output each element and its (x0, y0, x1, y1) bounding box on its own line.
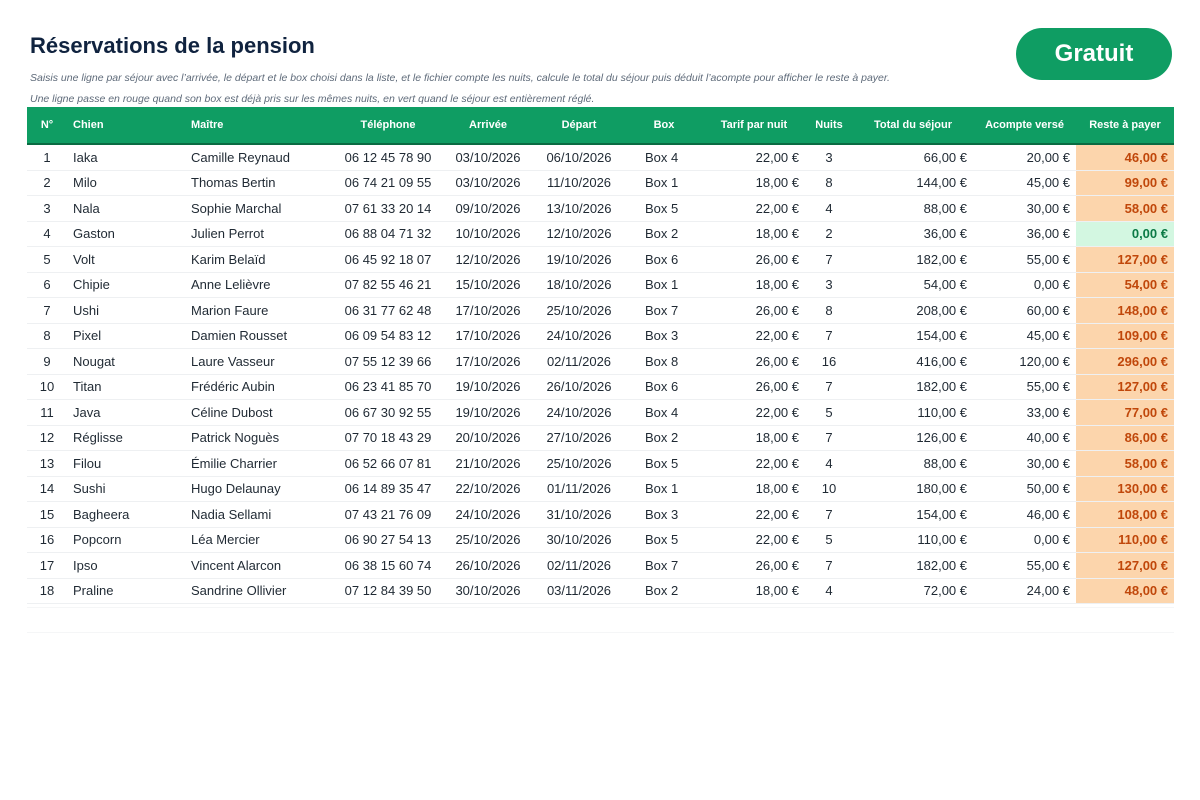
acompte-cell[interactable]: 40,00 € (973, 425, 1076, 451)
tarif-cell[interactable]: 22,00 € (703, 144, 805, 170)
reste-cell[interactable]: 109,00 € (1076, 323, 1174, 349)
table-row (27, 374, 1174, 400)
numero-cell[interactable]: 3 (27, 196, 67, 222)
empty-row-divider (27, 607, 1174, 608)
depart-cell[interactable]: 31/10/2026 (533, 502, 625, 528)
numero-cell[interactable]: 18 (27, 578, 67, 604)
tarif-cell[interactable]: 18,00 € (703, 221, 805, 247)
table-row (27, 527, 1174, 553)
total-cell[interactable]: 144,00 € (853, 170, 973, 196)
total-cell[interactable]: 88,00 € (853, 196, 973, 222)
box-cell[interactable]: Box 3 (625, 502, 703, 528)
acompte-cell[interactable]: 0,00 € (973, 272, 1076, 298)
depart-cell[interactable]: 25/10/2026 (533, 451, 625, 477)
arrivee-cell[interactable]: 03/10/2026 (443, 170, 533, 196)
tarif-cell[interactable]: 22,00 € (703, 323, 805, 349)
total-cell[interactable]: 154,00 € (853, 323, 973, 349)
maitre-cell[interactable]: Damien Rousset (185, 323, 333, 349)
chien-cell[interactable]: Bagheera (67, 502, 185, 528)
numero-cell[interactable]: 12 (27, 425, 67, 451)
box-cell[interactable]: Box 7 (625, 298, 703, 324)
depart-cell[interactable]: 03/11/2026 (533, 578, 625, 604)
reste-cell[interactable]: 127,00 € (1076, 374, 1174, 400)
maitre-cell[interactable]: Émilie Charrier (185, 451, 333, 477)
box-cell[interactable]: Box 7 (625, 553, 703, 579)
depart-cell[interactable]: 11/10/2026 (533, 170, 625, 196)
maitre-cell[interactable]: Vincent Alarcon (185, 553, 333, 579)
arrivee-cell[interactable]: 10/10/2026 (443, 221, 533, 247)
total-cell[interactable]: 110,00 € (853, 400, 973, 426)
maitre-cell[interactable]: Anne Lelièvre (185, 272, 333, 298)
numero-cell[interactable]: 6 (27, 272, 67, 298)
reste-cell[interactable]: 48,00 € (1076, 578, 1174, 604)
depart-cell[interactable]: 25/10/2026 (533, 298, 625, 324)
table-row (27, 502, 1174, 528)
maitre-cell[interactable]: Céline Dubost (185, 400, 333, 426)
arrivee-cell[interactable]: 19/10/2026 (443, 374, 533, 400)
box-cell[interactable]: Box 4 (625, 144, 703, 170)
depart-cell[interactable]: 18/10/2026 (533, 272, 625, 298)
telephone-cell[interactable]: 06 31 77 62 48 (333, 298, 443, 324)
depart-cell[interactable]: 02/11/2026 (533, 553, 625, 579)
reste-cell[interactable]: 86,00 € (1076, 425, 1174, 451)
chien-cell[interactable]: Java (67, 400, 185, 426)
box-cell[interactable]: Box 8 (625, 349, 703, 375)
reservations-table (27, 107, 1174, 604)
column-header-reste[interactable]: Reste à payer (1076, 107, 1174, 144)
numero-cell[interactable]: 2 (27, 170, 67, 196)
box-cell[interactable]: Box 1 (625, 272, 703, 298)
reste-cell[interactable]: 130,00 € (1076, 476, 1174, 502)
box-cell[interactable]: Box 5 (625, 527, 703, 553)
reste-cell[interactable]: 58,00 € (1076, 196, 1174, 222)
reste-cell[interactable]: 54,00 € (1076, 272, 1174, 298)
chien-cell[interactable]: Nougat (67, 349, 185, 375)
table-row (27, 298, 1174, 324)
table-row (27, 476, 1174, 502)
depart-cell[interactable]: 12/10/2026 (533, 221, 625, 247)
acompte-cell[interactable]: 30,00 € (973, 196, 1076, 222)
numero-cell[interactable]: 5 (27, 247, 67, 273)
column-header-chien[interactable]: Chien (67, 107, 185, 144)
total-cell[interactable]: 416,00 € (853, 349, 973, 375)
telephone-cell[interactable]: 06 12 45 78 90 (333, 144, 443, 170)
acompte-cell[interactable]: 30,00 € (973, 451, 1076, 477)
maitre-cell[interactable]: Laure Vasseur (185, 349, 333, 375)
telephone-cell[interactable]: 07 12 84 39 50 (333, 578, 443, 604)
acompte-cell[interactable]: 36,00 € (973, 221, 1076, 247)
telephone-cell[interactable]: 06 45 92 18 07 (333, 247, 443, 273)
chien-cell[interactable]: Pixel (67, 323, 185, 349)
chien-cell[interactable]: Sushi (67, 476, 185, 502)
nuits-cell[interactable]: 7 (805, 553, 853, 579)
arrivee-cell[interactable]: 17/10/2026 (443, 298, 533, 324)
column-header-telephone[interactable]: Téléphone (333, 107, 443, 144)
nuits-cell[interactable]: 16 (805, 349, 853, 375)
reste-cell[interactable]: 110,00 € (1076, 527, 1174, 553)
tarif-cell[interactable]: 26,00 € (703, 553, 805, 579)
telephone-cell[interactable]: 06 88 04 71 32 (333, 221, 443, 247)
arrivee-cell[interactable]: 03/10/2026 (443, 144, 533, 170)
tarif-cell[interactable]: 18,00 € (703, 272, 805, 298)
numero-cell[interactable]: 1 (27, 144, 67, 170)
total-cell[interactable]: 110,00 € (853, 527, 973, 553)
depart-cell[interactable]: 24/10/2026 (533, 323, 625, 349)
nuits-cell[interactable]: 3 (805, 272, 853, 298)
nuits-cell[interactable]: 7 (805, 247, 853, 273)
telephone-cell[interactable]: 06 52 66 07 81 (333, 451, 443, 477)
instructions-text: Saisis une ligne par séjour avec l’arrivée, le départ et le box choisi dans la liste, et le fichier compte les nuits, calcule le total du séjour puis déduit l’acompte pour afficher le reste à payer. (30, 72, 890, 84)
telephone-cell[interactable]: 06 90 27 54 13 (333, 527, 443, 553)
column-header-nuits[interactable]: Nuits (805, 107, 853, 144)
gratuit-badge-button[interactable]: Gratuit (1016, 28, 1172, 80)
numero-cell[interactable]: 9 (27, 349, 67, 375)
nuits-cell[interactable]: 8 (805, 170, 853, 196)
total-cell[interactable]: 54,00 € (853, 272, 973, 298)
column-header-tarif[interactable]: Tarif par nuit (703, 107, 805, 144)
table-row (27, 553, 1174, 579)
acompte-cell[interactable]: 50,00 € (973, 476, 1076, 502)
tarif-cell[interactable]: 18,00 € (703, 578, 805, 604)
box-cell[interactable]: Box 5 (625, 196, 703, 222)
acompte-cell[interactable]: 55,00 € (973, 374, 1076, 400)
nuits-cell[interactable]: 2 (805, 221, 853, 247)
maitre-cell[interactable]: Julien Perrot (185, 221, 333, 247)
tarif-cell[interactable]: 22,00 € (703, 400, 805, 426)
table-row (27, 170, 1174, 196)
table-row (27, 196, 1174, 222)
box-cell[interactable]: Box 5 (625, 451, 703, 477)
numero-cell[interactable]: 13 (27, 451, 67, 477)
reste-cell[interactable]: 148,00 € (1076, 298, 1174, 324)
arrivee-cell[interactable]: 21/10/2026 (443, 451, 533, 477)
chien-cell[interactable]: Titan (67, 374, 185, 400)
table-header-row (27, 107, 1174, 144)
chien-cell[interactable]: Ushi (67, 298, 185, 324)
acompte-cell[interactable]: 20,00 € (973, 144, 1076, 170)
table-row (27, 221, 1174, 247)
maitre-cell[interactable]: Frédéric Aubin (185, 374, 333, 400)
chien-cell[interactable]: Ipso (67, 553, 185, 579)
table-row (27, 323, 1174, 349)
acompte-cell[interactable]: 24,00 € (973, 578, 1076, 604)
arrivee-cell[interactable]: 22/10/2026 (443, 476, 533, 502)
column-header-numero[interactable]: N° (27, 107, 67, 144)
table-row (27, 349, 1174, 375)
maitre-cell[interactable]: Patrick Noguès (185, 425, 333, 451)
acompte-cell[interactable]: 46,00 € (973, 502, 1076, 528)
maitre-cell[interactable]: Camille Reynaud (185, 144, 333, 170)
telephone-cell[interactable]: 07 61 33 20 14 (333, 196, 443, 222)
chien-cell[interactable]: Filou (67, 451, 185, 477)
chien-cell[interactable]: Réglisse (67, 425, 185, 451)
box-cell[interactable]: Box 1 (625, 170, 703, 196)
reste-cell[interactable]: 77,00 € (1076, 400, 1174, 426)
tarif-cell[interactable]: 26,00 € (703, 298, 805, 324)
arrivee-cell[interactable]: 24/10/2026 (443, 502, 533, 528)
column-header-box[interactable]: Box (625, 107, 703, 144)
tarif-cell[interactable]: 22,00 € (703, 527, 805, 553)
tarif-cell[interactable]: 26,00 € (703, 374, 805, 400)
nuits-cell[interactable]: 3 (805, 144, 853, 170)
chien-cell[interactable]: Chipie (67, 272, 185, 298)
total-cell[interactable]: 66,00 € (853, 144, 973, 170)
total-cell[interactable]: 208,00 € (853, 298, 973, 324)
nuits-cell[interactable]: 4 (805, 451, 853, 477)
color-legend-text: Une ligne passe en rouge quand son box est déjà pris sur les mêmes nuits, en vert quand le séjour est entièrement réglé. (30, 93, 595, 105)
tarif-cell[interactable]: 18,00 € (703, 170, 805, 196)
nuits-cell[interactable]: 7 (805, 323, 853, 349)
table-row (27, 451, 1174, 477)
acompte-cell[interactable]: 120,00 € (973, 349, 1076, 375)
arrivee-cell[interactable]: 19/10/2026 (443, 400, 533, 426)
box-cell[interactable]: Box 6 (625, 374, 703, 400)
telephone-cell[interactable]: 07 43 21 76 09 (333, 502, 443, 528)
total-cell[interactable]: 180,00 € (853, 476, 973, 502)
total-cell[interactable]: 72,00 € (853, 578, 973, 604)
reste-cell[interactable]: 296,00 € (1076, 349, 1174, 375)
tarif-cell[interactable]: 18,00 € (703, 425, 805, 451)
tarif-cell[interactable]: 22,00 € (703, 196, 805, 222)
table-row (27, 247, 1174, 273)
chien-cell[interactable]: Iaka (67, 144, 185, 170)
total-cell[interactable]: 36,00 € (853, 221, 973, 247)
arrivee-cell[interactable]: 12/10/2026 (443, 247, 533, 273)
box-cell[interactable]: Box 3 (625, 323, 703, 349)
maitre-cell[interactable]: Léa Mercier (185, 527, 333, 553)
maitre-cell[interactable]: Sandrine Ollivier (185, 578, 333, 604)
nuits-cell[interactable]: 4 (805, 196, 853, 222)
maitre-cell[interactable]: Marion Faure (185, 298, 333, 324)
total-cell[interactable]: 126,00 € (853, 425, 973, 451)
reste-cell[interactable]: 46,00 € (1076, 144, 1174, 170)
page-title: Réservations de la pension (30, 33, 315, 58)
nuits-cell[interactable]: 8 (805, 298, 853, 324)
total-cell[interactable]: 182,00 € (853, 374, 973, 400)
nuits-cell[interactable]: 7 (805, 425, 853, 451)
chien-cell[interactable]: Gaston (67, 221, 185, 247)
box-cell[interactable]: Box 4 (625, 400, 703, 426)
numero-cell[interactable]: 17 (27, 553, 67, 579)
box-cell[interactable]: Box 6 (625, 247, 703, 273)
depart-cell[interactable]: 30/10/2026 (533, 527, 625, 553)
depart-cell[interactable]: 02/11/2026 (533, 349, 625, 375)
tarif-cell[interactable]: 26,00 € (703, 247, 805, 273)
depart-cell[interactable]: 01/11/2026 (533, 476, 625, 502)
nuits-cell[interactable]: 5 (805, 527, 853, 553)
tarif-cell[interactable]: 22,00 € (703, 502, 805, 528)
reste-cell[interactable]: 108,00 € (1076, 502, 1174, 528)
total-cell[interactable]: 154,00 € (853, 502, 973, 528)
total-cell[interactable]: 182,00 € (853, 553, 973, 579)
numero-cell[interactable]: 16 (27, 527, 67, 553)
telephone-cell[interactable]: 06 38 15 60 74 (333, 553, 443, 579)
numero-cell[interactable]: 4 (27, 221, 67, 247)
arrivee-cell[interactable]: 09/10/2026 (443, 196, 533, 222)
maitre-cell[interactable]: Nadia Sellami (185, 502, 333, 528)
numero-cell[interactable]: 8 (27, 323, 67, 349)
depart-cell[interactable]: 24/10/2026 (533, 400, 625, 426)
numero-cell[interactable]: 11 (27, 400, 67, 426)
nuits-cell[interactable]: 10 (805, 476, 853, 502)
column-header-depart[interactable]: Départ (533, 107, 625, 144)
table-row (27, 272, 1174, 298)
table-row (27, 425, 1174, 451)
chien-cell[interactable]: Praline (67, 578, 185, 604)
box-cell[interactable]: Box 2 (625, 425, 703, 451)
arrivee-cell[interactable]: 17/10/2026 (443, 349, 533, 375)
depart-cell[interactable]: 27/10/2026 (533, 425, 625, 451)
table-row (27, 144, 1174, 170)
maitre-cell[interactable]: Hugo Delaunay (185, 476, 333, 502)
chien-cell[interactable]: Popcorn (67, 527, 185, 553)
telephone-cell[interactable]: 06 67 30 92 55 (333, 400, 443, 426)
maitre-cell[interactable]: Sophie Marchal (185, 196, 333, 222)
numero-cell[interactable]: 10 (27, 374, 67, 400)
depart-cell[interactable]: 06/10/2026 (533, 144, 625, 170)
numero-cell[interactable]: 15 (27, 502, 67, 528)
numero-cell[interactable]: 14 (27, 476, 67, 502)
arrivee-cell[interactable]: 15/10/2026 (443, 272, 533, 298)
total-cell[interactable]: 88,00 € (853, 451, 973, 477)
acompte-cell[interactable]: 60,00 € (973, 298, 1076, 324)
depart-cell[interactable]: 26/10/2026 (533, 374, 625, 400)
arrivee-cell[interactable]: 17/10/2026 (443, 323, 533, 349)
tarif-cell[interactable]: 22,00 € (703, 451, 805, 477)
box-cell[interactable]: Box 1 (625, 476, 703, 502)
arrivee-cell[interactable]: 30/10/2026 (443, 578, 533, 604)
reste-cell[interactable]: 58,00 € (1076, 451, 1174, 477)
reste-cell[interactable]: 0,00 € (1076, 221, 1174, 247)
reste-cell[interactable]: 99,00 € (1076, 170, 1174, 196)
reste-cell[interactable]: 127,00 € (1076, 247, 1174, 273)
nuits-cell[interactable]: 7 (805, 374, 853, 400)
table-row (27, 578, 1174, 604)
column-header-maitre[interactable]: Maître (185, 107, 333, 144)
chien-cell[interactable]: Volt (67, 247, 185, 273)
acompte-cell[interactable]: 55,00 € (973, 553, 1076, 579)
chien-cell[interactable]: Nala (67, 196, 185, 222)
acompte-cell[interactable]: 33,00 € (973, 400, 1076, 426)
table-row (27, 400, 1174, 426)
nuits-cell[interactable]: 5 (805, 400, 853, 426)
maitre-cell[interactable]: Karim Belaïd (185, 247, 333, 273)
empty-row-divider (27, 632, 1174, 633)
acompte-cell[interactable]: 55,00 € (973, 247, 1076, 273)
numero-cell[interactable]: 7 (27, 298, 67, 324)
column-header-acompte[interactable]: Acompte versé (973, 107, 1076, 144)
telephone-cell[interactable]: 07 82 55 46 21 (333, 272, 443, 298)
depart-cell[interactable]: 13/10/2026 (533, 196, 625, 222)
depart-cell[interactable]: 19/10/2026 (533, 247, 625, 273)
telephone-cell[interactable]: 06 14 89 35 47 (333, 476, 443, 502)
tarif-cell[interactable]: 18,00 € (703, 476, 805, 502)
arrivee-cell[interactable]: 26/10/2026 (443, 553, 533, 579)
column-header-arrivee[interactable]: Arrivée (443, 107, 533, 144)
nuits-cell[interactable]: 4 (805, 578, 853, 604)
arrivee-cell[interactable]: 20/10/2026 (443, 425, 533, 451)
reste-cell[interactable]: 127,00 € (1076, 553, 1174, 579)
maitre-cell[interactable]: Thomas Bertin (185, 170, 333, 196)
telephone-cell[interactable]: 07 70 18 43 29 (333, 425, 443, 451)
acompte-cell[interactable]: 45,00 € (973, 323, 1076, 349)
column-header-total[interactable]: Total du séjour (853, 107, 973, 144)
acompte-cell[interactable]: 45,00 € (973, 170, 1076, 196)
nuits-cell[interactable]: 7 (805, 502, 853, 528)
telephone-cell[interactable]: 06 74 21 09 55 (333, 170, 443, 196)
box-cell[interactable]: Box 2 (625, 221, 703, 247)
telephone-cell[interactable]: 06 09 54 83 12 (333, 323, 443, 349)
telephone-cell[interactable]: 07 55 12 39 66 (333, 349, 443, 375)
total-cell[interactable]: 182,00 € (853, 247, 973, 273)
arrivee-cell[interactable]: 25/10/2026 (443, 527, 533, 553)
telephone-cell[interactable]: 06 23 41 85 70 (333, 374, 443, 400)
tarif-cell[interactable]: 26,00 € (703, 349, 805, 375)
chien-cell[interactable]: Milo (67, 170, 185, 196)
acompte-cell[interactable]: 0,00 € (973, 527, 1076, 553)
box-cell[interactable]: Box 2 (625, 578, 703, 604)
